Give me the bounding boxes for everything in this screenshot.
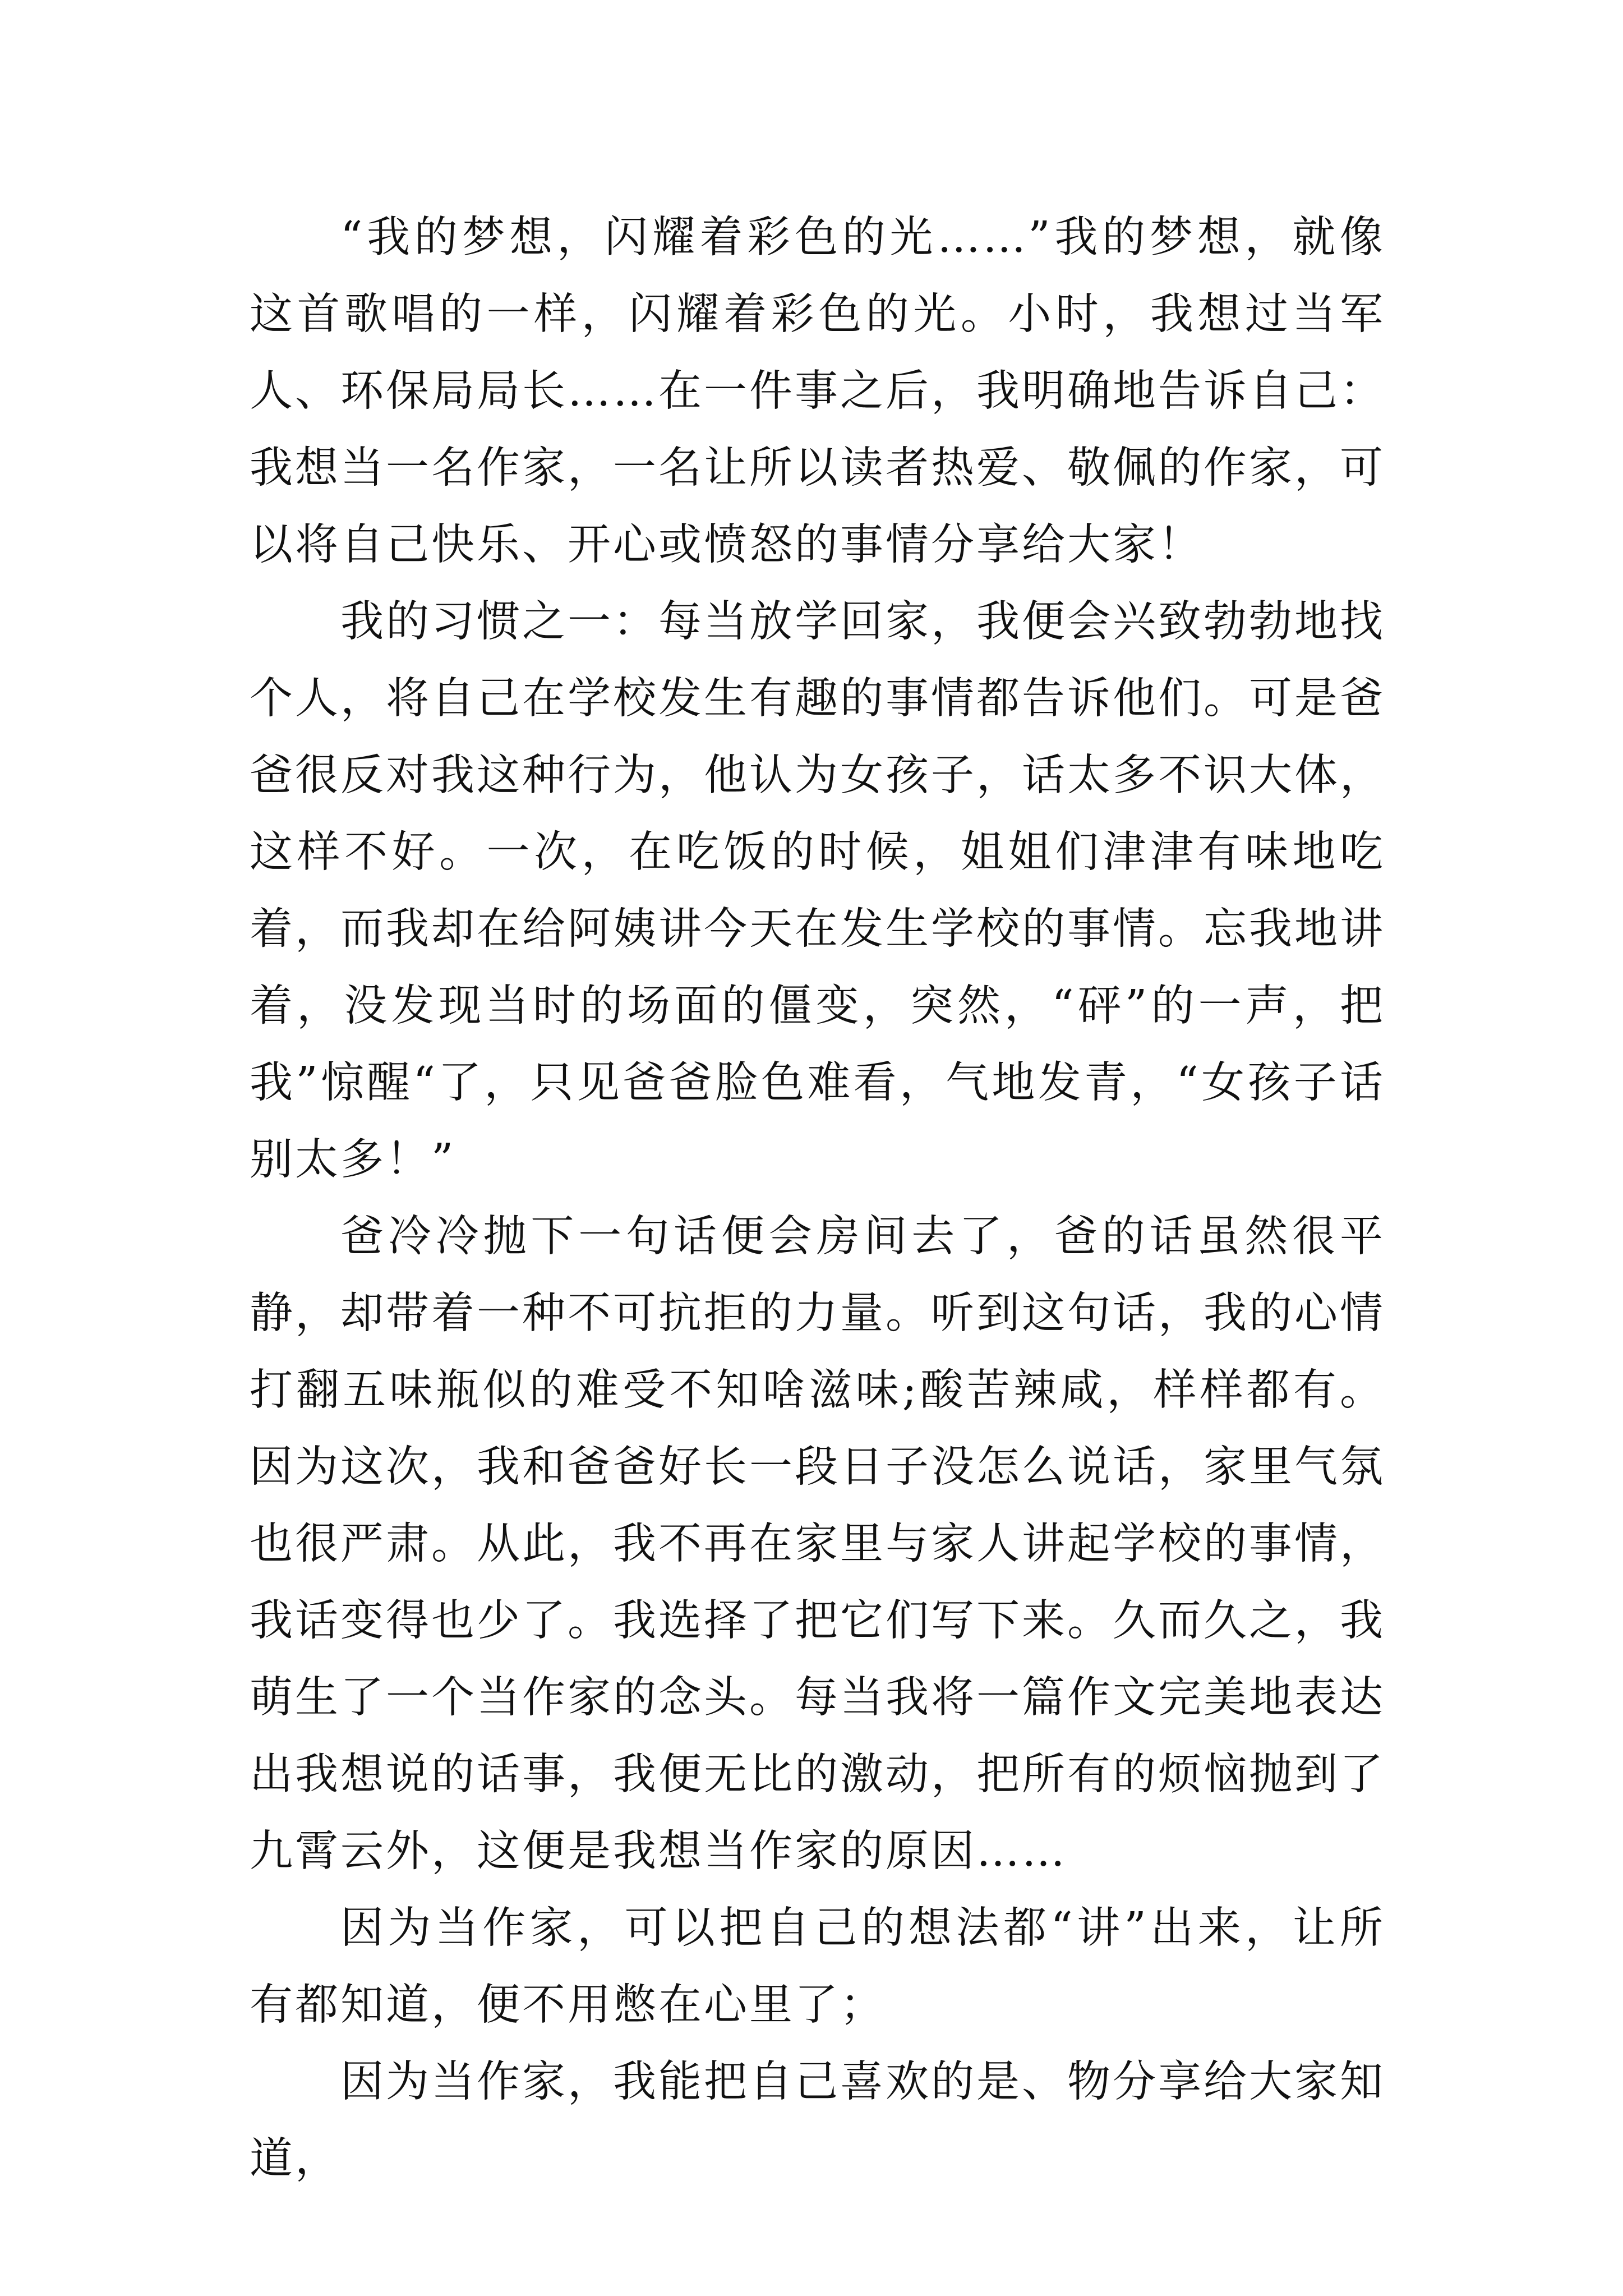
paragraph-1: “我的梦想，闪耀着彩色的光……”我的梦想，就像这首歌唱的一样，闪耀着彩色的光。小时，我想过当军人、环保局局长……在一件事之后，我明确地告诉自己：我想当一名作家，一名让所以读者热爱、敬佩的作家，可以将自己快乐、开心或愤怒的事情分享给大家！ xyxy=(250,213,1385,570)
paragraph-5: 因为当作家，我能把自己喜欢的是、物分享给大家知道， xyxy=(250,2057,1385,2184)
document-body xyxy=(250,199,1385,2197)
paragraph-4: 因为当作家，可以把自己的想法都“讲”出来，让所有都知道，便不用憋在心里了； xyxy=(250,1903,1385,2030)
paragraph-3: 爸冷冷抛下一句话便会房间去了，爸的话虽然很平静，却带着一种不可抗拒的力量。听到这句话，我的心情打翻五味瓶似的难受不知啥滋味;酸苦辣咸，样样都有。因为这次，我和爸爸好长一段日子没怎么说话，家里气氛也很严肃。从此，我不再在家里与家人讲起学校的事情，我话变得也少了。我选择了把它们写下来。久而久之，我萌生了一个当作家的念头。每当我将一篇作文完美地表达出我想说的话事，我便无比的激动，把所有的烦恼抛到了九霄云外，这便是我想当作家的原因…… xyxy=(250,1212,1385,1876)
paragraph-2: 我的习惯之一：每当放学回家，我便会兴致勃勃地找个人，将自己在学校发生有趣的事情都告诉他们。可是爸爸很反对我这种行为，他认为女孩子，话太多不识大体，这样不好。一次，在吃饭的时候，姐姐们津津有味地吃着，而我却在给阿姨讲今天在发生学校的事情。忘我地讲着，没发现当时的场面的僵变，突然，“砰”的一声，把我”惊醒“了，只见爸爸脸色难看，气地发青，“女孩子话别太多！” xyxy=(250,597,1385,1185)
